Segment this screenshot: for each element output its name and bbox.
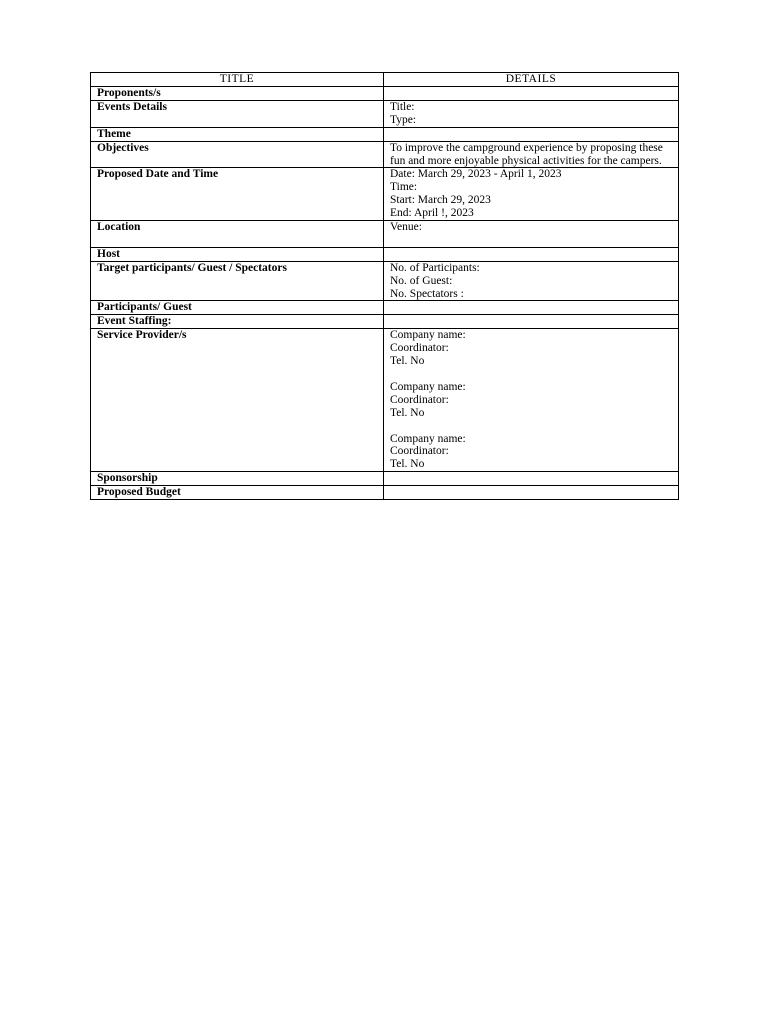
detail-line: Coordinator: [390,445,449,458]
table-header-row [91,73,679,87]
detail-line: Title: [390,100,415,113]
detail-line: No. of Participants: [390,261,480,274]
row-details [384,127,679,141]
table-row [91,301,679,315]
row-title: Proposed Budget [91,486,384,500]
detail-line [390,368,678,381]
row-details [384,472,679,486]
detail-line: Venue: [390,221,422,234]
header-details: DETAILS [384,73,679,87]
table-row [91,472,679,486]
detail-line [390,234,678,247]
row-details [384,168,679,221]
row-title: Events Details [91,100,384,127]
table-row [91,141,679,168]
table-row [91,315,679,329]
objectives-text: To improve the campground experience by proposing these fun and more enjoyable physical activities for the campers. [390,141,663,167]
detail-line: Start: March 29, 2023 [390,194,491,207]
row-title: Proponents/s [91,87,384,101]
table-row [91,261,679,301]
row-details [384,329,679,472]
row-details [384,486,679,500]
detail-line: Company name: [390,432,466,445]
row-title: Target participants/ Guest / Spectators [91,261,384,301]
detail-line: End: April !, 2023 [390,207,474,220]
document-page [90,72,678,500]
row-details [384,100,679,127]
detail-line: No. Spectators : [390,287,464,300]
table-row [91,168,679,221]
row-title: Location [91,221,384,248]
table-row [91,100,679,127]
detail-line: Date: March 29, 2023 - April 1, 2023 [390,168,562,181]
row-title: Theme [91,127,384,141]
detail-line: Company name: [390,329,466,342]
event-proposal-table [90,72,679,500]
table-row [91,221,679,248]
detail-line: Coordinator: [390,342,449,355]
detail-line: Type: [390,113,417,126]
row-title: Sponsorship [91,472,384,486]
table-row [91,127,679,141]
header-title: TITLE [91,73,384,87]
detail-line: Tel. No [390,355,425,368]
table-row [91,329,679,472]
table-row [91,486,679,500]
table-row [91,247,679,261]
row-title: Participants/ Guest [91,301,384,315]
detail-line: Time: [390,181,418,194]
detail-line [390,420,678,433]
detail-line: Coordinator: [390,393,449,406]
row-details [384,221,679,248]
row-title: Service Provider/s [91,329,384,472]
row-details [384,301,679,315]
row-details [384,141,679,168]
row-details [384,261,679,301]
row-title: Host [91,247,384,261]
row-details [384,87,679,101]
detail-line: Tel. No [390,458,425,471]
row-details [384,247,679,261]
detail-line: No. of Guest: [390,274,453,287]
row-details [384,315,679,329]
detail-line: Tel. No [390,406,425,419]
row-title: Objectives [91,141,384,168]
table-row [91,87,679,101]
detail-line: Company name: [390,380,466,393]
row-title: Event Staffing: [91,315,384,329]
row-title: Proposed Date and Time [91,168,384,221]
